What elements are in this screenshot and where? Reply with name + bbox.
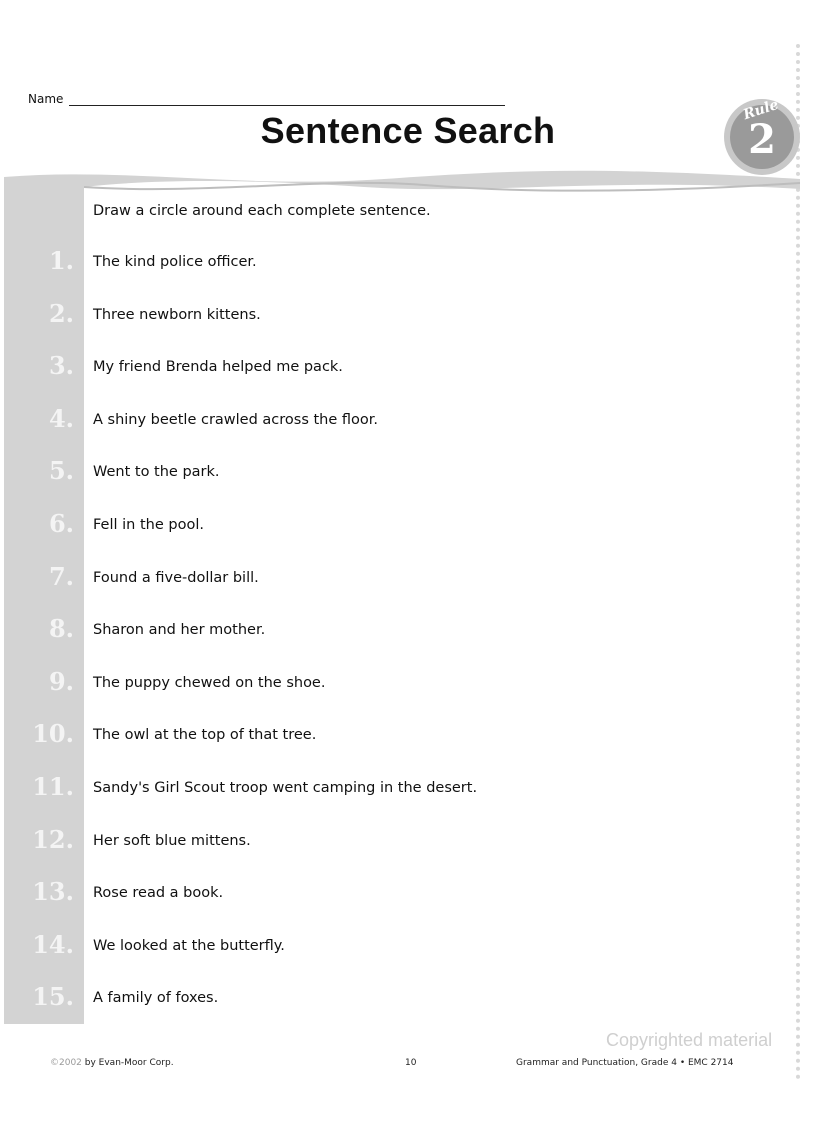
instruction-text: Draw a circle around each complete sentence. [93,203,431,219]
item-number: 3. [48,351,74,381]
item-number: 4. [48,403,74,433]
page-title: Sentence Search [260,110,556,151]
list-item [0,509,816,562]
item-number: 15. [32,982,74,1012]
item-number: 5. [48,456,74,486]
item-sentence: Her soft blue mittens. [93,832,251,849]
item-number: 11. [32,771,74,801]
item-sentence: Sandy's Girl Scout troop went camping in the desert. [93,779,478,796]
item-number: 14. [32,929,74,959]
item-sentence: The kind police officer. [93,254,257,270]
footer-book-info: Grammar and Punctuation, Grade 4 • EMC 2714 [516,1058,734,1068]
list-item [0,456,816,509]
item-number: 9. [48,666,74,696]
watermark-text: Copyrighted material [606,1030,773,1050]
copyright-publisher: by Evan-Moor Corp. [81,1058,174,1068]
list-item [0,351,816,404]
list-item [0,404,816,457]
list-item [0,614,816,667]
list-item [0,825,816,878]
item-sentence: The owl at the top of that tree. [93,727,317,744]
list-item [0,982,816,1035]
item-sentence: A shiny beetle crawled across the floor. [93,411,379,428]
list-item [0,930,816,983]
item-sentence: Three newborn kittens. [93,306,261,323]
wave-band [4,165,800,205]
item-sentence: Sharon and her mother. [93,622,266,639]
name-line [69,93,505,106]
list-item [0,719,816,772]
list-item [0,667,816,720]
item-number: 6. [48,508,74,538]
item-number: 2. [48,298,74,328]
list-item [0,246,816,299]
rule-badge-number: 2 [748,116,776,163]
item-sentence: A family of foxes. [93,990,219,1007]
copyright-year: ©2002 [50,1058,82,1068]
item-number: 8. [48,614,74,644]
item-sentence: Fell in the pool. [93,516,204,533]
footer-page-number: 10 [405,1058,417,1068]
list-item [0,299,816,352]
name-row [28,88,505,106]
name-label: Name [28,92,64,106]
sentence-list [0,246,816,1035]
item-number: 10. [32,719,74,749]
item-number: 13. [32,877,74,907]
item-sentence: We looked at the butterfly. [93,937,285,954]
list-item [0,877,816,930]
item-sentence: Rose read a book. [93,885,224,902]
item-sentence: The puppy chewed on the shoe. [93,674,326,691]
list-item [0,562,816,615]
footer-copyright [50,1058,174,1068]
list-item [0,772,816,825]
item-number: 12. [32,824,74,854]
item-number: 7. [48,561,74,591]
item-sentence: Went to the park. [93,464,220,481]
item-sentence: My friend Brenda helped me pack. [93,359,343,376]
item-number: 1. [48,246,74,275]
item-sentence: Found a five-dollar bill. [93,569,259,586]
rule-badge-label: Rule [741,96,781,124]
